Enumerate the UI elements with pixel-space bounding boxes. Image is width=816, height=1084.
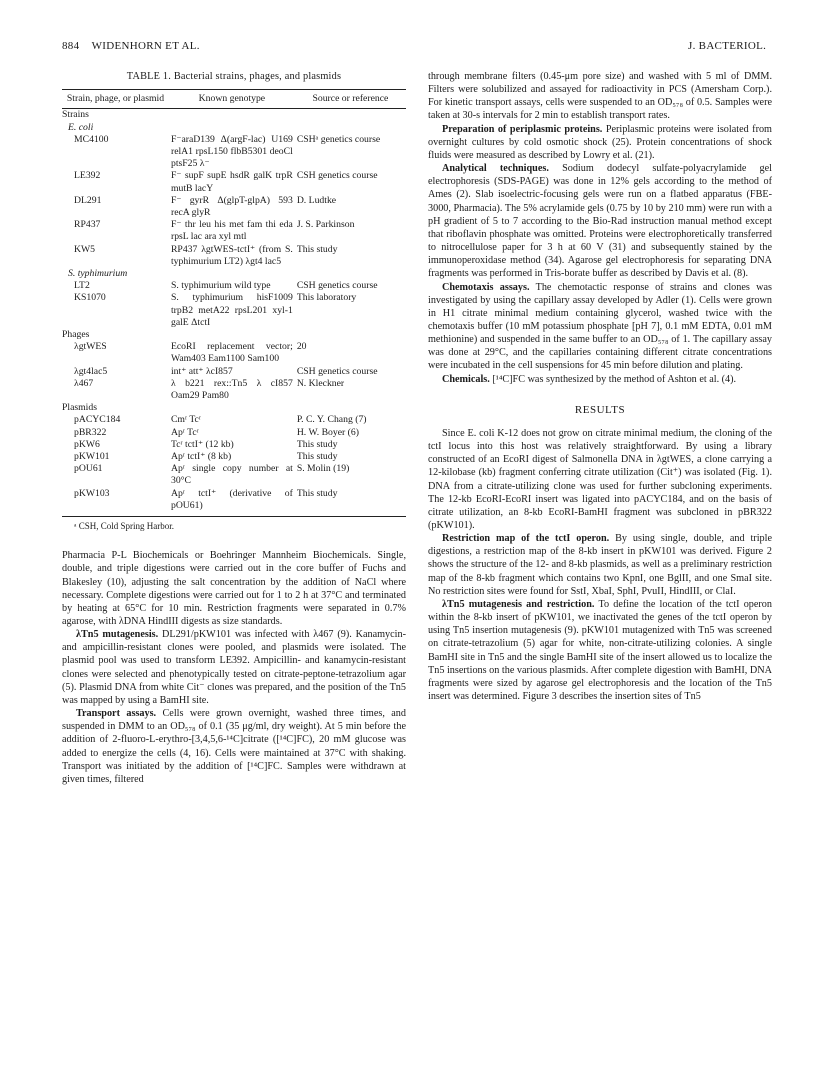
page-number: 884 bbox=[62, 40, 80, 52]
paragraph-text: Periplasmic proteins were isolated from overnight cultures by cold osmotic shock (25). Protein concentrations of shock fluids were measured as described by Lowry et al. (21). bbox=[428, 123, 772, 161]
run-in-heading: Chemotaxis assays. bbox=[442, 281, 530, 293]
paragraph-text: Cells were grown overnight, washed three times, and suspended in DMM to an OD₅₇₈ of 0.1 (35 μg/ml, dry weight). At 5 min before the addition of 2-fluoro-L-erythro-[3,4,5,6-¹⁴C]citrate ([¹⁴C]FC), 20 mM glucose was added to energize the cells (4, 16). Cells were maintained at 37°C with shaking. Transport was initiated by the addition of [¹⁴C]FC. Samples were withdrawn at given times, filtered bbox=[62, 708, 406, 785]
strain-name-cell: λ467 bbox=[74, 377, 94, 389]
paragraph-periplasmic bbox=[428, 123, 772, 162]
author-running-head: WIDENHORN ET AL. bbox=[91, 40, 200, 52]
paragraph-chemotaxis bbox=[428, 281, 772, 373]
genotype-cell: F⁻araD139 Δ(argF-lac) U169 relA1 rpsL150 flbB5301 deoCl ptsF25 λ⁻ bbox=[170, 133, 293, 170]
source-cell: D. Ludtke bbox=[296, 194, 337, 206]
paragraph-tn5-restriction bbox=[428, 598, 772, 703]
genotype-cell: S. typhimurium hisF1009 trpB2 metA22 rpsL201 xyl-1 galE ΔtctI bbox=[170, 292, 293, 328]
strain-name-cell: KW5 bbox=[74, 243, 95, 255]
paragraph-digestions: Pharmacia P-L Biochemicals or Boehringer Mannheim Biochemicals. Single, double, and triple digestions were carried out in the core buffer of Fuchs and Blakesley (10), adjusting the salt concentration by the addition of NaCl where necessary. Complete digestions were carried out for 1 to 2 h at 37°C and terminated by heating at 65°C for 10 min. Restriction fragments were separated in 0.7% agarose, with λDNA HindIII digests as size standards. bbox=[62, 550, 406, 627]
run-in-heading: Chemicals. bbox=[442, 373, 490, 385]
table-row bbox=[62, 488, 406, 512]
strain-name-cell: pKW101 bbox=[74, 451, 110, 463]
strain-name-cell: λgt4lac5 bbox=[74, 365, 108, 377]
strains-table bbox=[62, 89, 406, 512]
col-header-strain: Strain, phage, or plasmid bbox=[62, 90, 169, 109]
genotype-cell: Apʳ tctI⁺ (derivative of pOU61) bbox=[170, 487, 293, 511]
genotype-cell: S. typhimurium wild type bbox=[170, 280, 271, 292]
genotype-cell: Cmʳ Tcʳ bbox=[170, 414, 201, 426]
table-section-label: Phages bbox=[62, 329, 90, 341]
strain-name-cell: LT2 bbox=[74, 280, 90, 292]
results-heading: RESULTS bbox=[574, 403, 626, 416]
genotype-cell: Apʳ tctI⁺ (8 kb) bbox=[170, 451, 232, 463]
run-in-heading: Transport assays. bbox=[76, 708, 157, 720]
strain-name-cell: LE392 bbox=[74, 170, 101, 182]
run-in-heading: λTn5 mutagenesis and restriction. bbox=[442, 598, 595, 610]
table-row bbox=[62, 341, 406, 365]
right-column bbox=[428, 70, 772, 703]
strain-name-cell: pACYC184 bbox=[74, 414, 121, 426]
strain-name-cell: KS1070 bbox=[74, 292, 106, 304]
table-row bbox=[62, 463, 406, 487]
strain-name-cell: RP437 bbox=[74, 219, 101, 231]
source-cell: CSH genetics course bbox=[296, 170, 378, 182]
source-cell: N. Kleckner bbox=[296, 377, 345, 389]
genotype-cell: F⁻ gyrR Δ(glpT-glpA) 593 recA glyR bbox=[170, 194, 293, 218]
journal-running-head: J. BACTERIOL. bbox=[688, 40, 767, 52]
genotype-cell: F⁻ thr leu his met fam thi eda rpsL lac ara xyl mtl bbox=[170, 219, 293, 243]
table-row bbox=[62, 378, 406, 402]
col-header-source: Source or reference bbox=[295, 90, 406, 109]
source-cell: 20 bbox=[296, 341, 307, 353]
table-row bbox=[62, 244, 406, 268]
table-group-row bbox=[62, 268, 406, 280]
table-row bbox=[62, 134, 406, 171]
paragraph-analytical bbox=[428, 162, 772, 280]
table-group-label: S. typhimurium bbox=[68, 268, 128, 279]
source-cell: J. S. Parkinson bbox=[296, 219, 355, 231]
paragraph-restriction-map bbox=[428, 532, 772, 598]
paragraph-text: To define the location of the tctI operon within the 8-kb insert of pKW101, we inactivated the genes of the tctI operon by using Tn5 insertion mutagenesis (9). pKW101 mutagenized with Tn5 was screened on citrate-tetrazolium (5) agar for white, non-citrate-utilizing colonies. A single BamHI site in Tn5 and the single BamHI site of the insert allowed us to localize the Tn5 insertions on the various plasmids. After complete digestion with BamHI, DNA fragments were sized by agarose gel electrophoresis and the location of the Tn5 insert was determined. Figure 3 describes the insertion sites of Tn5 bbox=[428, 598, 772, 703]
genotype-cell: Tcʳ tctI⁺ (12 kb) bbox=[170, 438, 234, 450]
paragraph-text: By using single, double, and triple digestions, a restriction map of the 8-kb insert in pKW101 was derived. Figure 2 shows the structure of the 12- and 8-kb plasmids, as well as a preliminary restriction map of the 8-kb fragment which contains two KpnI, one BglII, and one SmaI site. No restriction sites were found for SstI, XbaI, SphI, PvuII, HindIII, or ClaI. bbox=[428, 533, 772, 597]
paragraph-results-intro: Since E. coli K-12 does not grow on citrate minimal medium, the cloning of the tctI locus into this host was relatively straightforward. By using a library constructed of an EcoRI digest of Salmonella DNA in λgtWES, a clone carrying a 12-kilobase (kb) fragment conferring citrate utilization (Cit⁺) was isolated (Fig. 1). DNA from a citrate-utilizing clone was used for further subcloning experiments. The 12-kb EcoRI-EcoRI insert was ligated into pACYC184, and on the basis of citrate utilization, an 8-kb EcoRI-BamHI fragment was subcloned in pBR322 (pKW101). bbox=[428, 427, 772, 531]
table-row bbox=[62, 451, 406, 463]
table-row bbox=[62, 439, 406, 451]
genotype-cell: RP437 λgtWES-tctI⁺ (from S. typhimurium LT2) λgt4 lac5 bbox=[170, 243, 293, 267]
table-section-row bbox=[62, 109, 406, 122]
source-cell: H. W. Boyer (6) bbox=[296, 426, 359, 438]
run-in-heading: Analytical techniques. bbox=[442, 163, 549, 175]
strain-name-cell: pOU61 bbox=[74, 463, 103, 475]
paragraph-text: [¹⁴C]FC was synthesized by the method of Ashton et al. (4). bbox=[489, 373, 737, 385]
strain-name-cell: DL291 bbox=[74, 194, 102, 206]
genotype-cell: int⁺ att⁺ λcI857 bbox=[170, 365, 233, 377]
paragraph-transport-assays bbox=[62, 707, 406, 786]
source-cell: S. Molin (19) bbox=[296, 463, 350, 475]
table-section-row bbox=[62, 329, 406, 341]
genotype-cell: EcoRI replacement vector; Wam403 Eam1100 Sam100 bbox=[170, 341, 293, 365]
strain-name-cell: pKW6 bbox=[74, 438, 100, 450]
run-in-heading: λTn5 mutagenesis. bbox=[76, 629, 159, 641]
table-group-row bbox=[62, 122, 406, 134]
table-caption: TABLE 1. Bacterial strains, phages, and plasmids bbox=[126, 71, 342, 82]
run-in-heading: Preparation of periplasmic proteins. bbox=[442, 123, 603, 135]
paragraph-chemicals bbox=[428, 373, 772, 386]
strain-name-cell: pKW103 bbox=[74, 487, 110, 499]
table-row bbox=[62, 219, 406, 243]
table-section-row bbox=[62, 402, 406, 414]
source-cell: This study bbox=[296, 438, 338, 450]
source-cell: CSH genetics course bbox=[296, 365, 378, 377]
table-row bbox=[62, 280, 406, 292]
table-group-label: E. coli bbox=[68, 121, 94, 133]
paragraph-tn5-mutagenesis bbox=[62, 628, 406, 707]
genotype-cell: Apʳ Tcʳ bbox=[170, 426, 199, 438]
paragraph-transport-cont: through membrane filters (0.45-μm pore size) and washed with 5 ml of DMM. Filters were solubilized and assayed for radioactivity in PCS (Amersham Corp.). For kinetic transport assays, cells were suspended to an OD₅₇₈ of 0.5. Samples were taken at 30-s intervals for 2 min to establish transport rates. bbox=[428, 71, 772, 122]
table-footnote: ᵃ CSH, Cold Spring Harbor. bbox=[62, 516, 406, 533]
table-row bbox=[62, 292, 406, 329]
source-cell: CSH genetics course bbox=[296, 280, 378, 292]
strain-name-cell: λgtWES bbox=[74, 341, 107, 353]
table-header-row bbox=[62, 90, 406, 109]
strain-name-cell: pBR322 bbox=[74, 426, 107, 438]
table-section-label: Plasmids bbox=[62, 402, 97, 414]
col-header-genotype: Known genotype bbox=[169, 90, 295, 109]
paragraph-text: The chemotactic response of strains and clones was investigated by using the capillary assay developed by Adler (1). Cells were grown in H1 citrate minimal medium containing glycerol, washed twice with the chemotaxis buffer (10 mM potassium phosphate [pH 7], 0.1 mM EDTA, 0.01 mM methionine) and suspended in the same buffer to an OD₅₇₈ of 1. The capillary assay was done at 29°C, and the capillaries containing different citrate concentrations were incubated in the cell suspensions for 45 min before dilution and plating. bbox=[428, 281, 772, 372]
table-row bbox=[62, 366, 406, 378]
source-cell: P. C. Y. Chang (7) bbox=[296, 414, 367, 426]
source-cell: This study bbox=[296, 451, 338, 463]
source-cell: This study bbox=[296, 487, 338, 499]
table-row bbox=[62, 170, 406, 194]
table-body bbox=[62, 109, 406, 512]
table-row bbox=[62, 414, 406, 426]
genotype-cell: Apʳ single copy number at 30°C bbox=[170, 463, 293, 487]
genotype-cell: F⁻ supF supE hsdR galK trpR mutB lacY bbox=[170, 170, 293, 194]
running-head-left bbox=[62, 40, 200, 53]
paragraph-text: DL291/pKW101 was infected with λ467 (9). Kanamycin- and ampicillin-resistant clones were pooled, and plasmids were isolated. The plasmid pool was used to transform LE392. Ampicillin- and kanamycin-resistant clones were selected and phenotypically tested on citrate-peptone-tetrazolium agar (5). Plasmid DNA from white Cit⁻ clones was prepared, and the position of the Tn5 was mapped by using a BamHI site. bbox=[62, 629, 406, 706]
left-column bbox=[62, 70, 406, 786]
paragraph-text: Sodium dodecyl sulfate-polyacrylamide gel electrophoresis (SDS-PAGE) was done in 12% gels according to the method of Ames (2). Slab isoelectric-focusing gels were run on a flatbed apparatus (FBE-3000, Pharmacia). The 5% acrylamide gels (0.75 by 10 by 210 mm) were run with a pH gradient of 5 to 7 according to the Bio-Rad instruction manual method except that riboflavin phosphate was omitted. Proteins were electrophoretically transferred to nitrocellulose paper for 3 h at 60 V (31) and subsequently stained by the immunoperoxidase method (34). Agarose gel electrophoresis for separating DNA fragments was performed in Tris-borate buffer as described by Davis et al. (8). bbox=[428, 163, 772, 280]
genotype-cell: λ b221 rex::Tn5 λ cI857 Oam29 Pam80 bbox=[170, 377, 293, 402]
run-in-heading: Restriction map of the tctI operon. bbox=[442, 533, 610, 545]
strain-name-cell: MC4100 bbox=[74, 133, 109, 145]
source-cell: CSHᵃ genetics course bbox=[296, 133, 381, 145]
source-cell: This laboratory bbox=[296, 292, 357, 304]
table-section-label: Strains bbox=[62, 109, 89, 121]
table-row bbox=[62, 427, 406, 439]
table-row bbox=[62, 195, 406, 219]
source-cell: This study bbox=[296, 243, 338, 255]
